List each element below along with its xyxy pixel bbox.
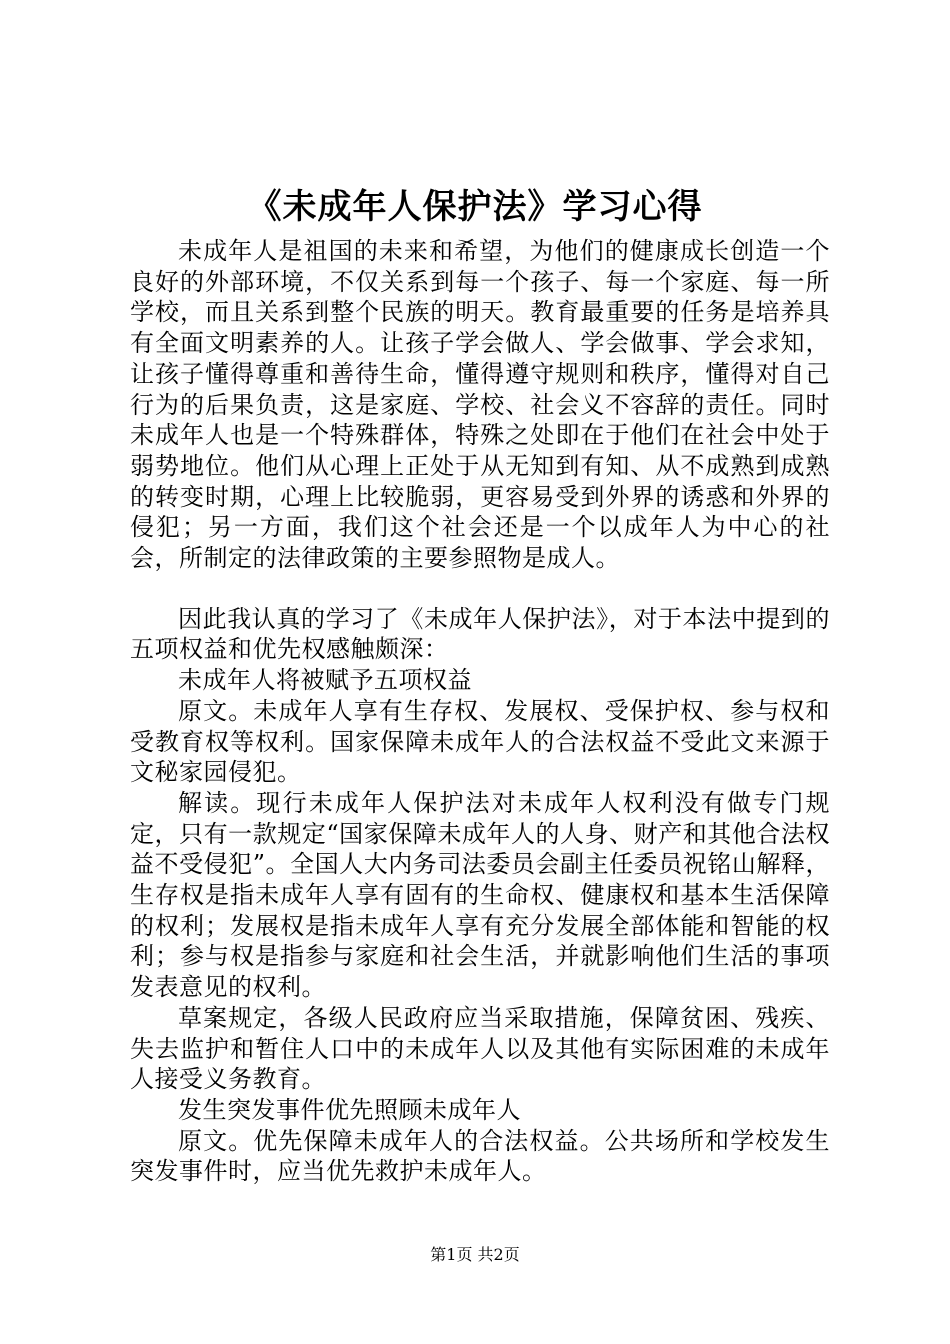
document-title: 《未成年人保护法》学习心得 xyxy=(247,187,703,227)
section-heading-five-rights: 未成年人将被赋予五项权益 xyxy=(178,666,472,695)
document-body xyxy=(130,236,830,1187)
paragraph-interpretation: 解读。现行未成年人保护法对未成年人权利没有做专门规定，只有一款规定“国家保障未成年人的人身、财产和其他合法权益不受侵犯”。全国人大内务司法委员会副主任委员祝铭山解释，生存权是指未成年人享有固有的生命权、健康权和基本生活保障的权利；发展权是指未成年人享有充分发展全部体能和智能的权利；参与权是指参与家庭和社会生活，并就影响他们生活的事项发表意见的权利。 xyxy=(130,788,830,1002)
paragraph-draft-provision: 草案规定，各级人民政府应当采取措施，保障贫困、残疾、失去监护和暂住人口中的未成年人以及其他有实际困难的未成年人接受义务教育。 xyxy=(130,1003,830,1094)
paragraph-study: 因此我认真的学习了《未成年人保护法》，对于本法中提到的五项权益和优先权感触颇深： xyxy=(130,604,830,664)
page-footer: 第1页 共2页 xyxy=(430,1245,520,1264)
paragraph-original-text-2: 原文。优先保障未成年人的合法权益。公共场所和学校发生突发事件时，应当优先救护未成年人。 xyxy=(130,1126,830,1186)
section-heading-emergency-priority: 发生突发事件优先照顾未成年人 xyxy=(178,1095,521,1124)
paragraph-original-text-1: 原文。未成年人享有生存权、发展权、受保护权、参与权和受教育权等权利。国家保障未成年人的合法权益不受此文来源于文秘家园侵犯。 xyxy=(130,696,830,787)
paragraph-intro: 未成年人是祖国的未来和希望，为他们的健康成长创造一个良好的外部环境，不仅关系到每一个孩子、每一个家庭、每一所学校，而且关系到整个民族的明天。教育最重要的任务是培养具有全面文明素养的人。让孩子学会做人、学会做事、学会求知，让孩子懂得尊重和善待生命，懂得遵守规则和秩序，懂得对自己行为的后果负责，这是家庭、学校、社会义不容辞的责任。同时未成年人也是一个特殊群体，特殊之处即在于他们在社会中处于弱势地位。他们从心理上正处于从无知到有知、从不成熟到成熟的转变时期，心理上比较脆弱，更容易受到外界的诱惑和外界的侵犯；另一方面，我们这个社会还是一个以成年人为中心的社会，所制定的法律政策的主要参照物是成人。 xyxy=(130,237,830,573)
